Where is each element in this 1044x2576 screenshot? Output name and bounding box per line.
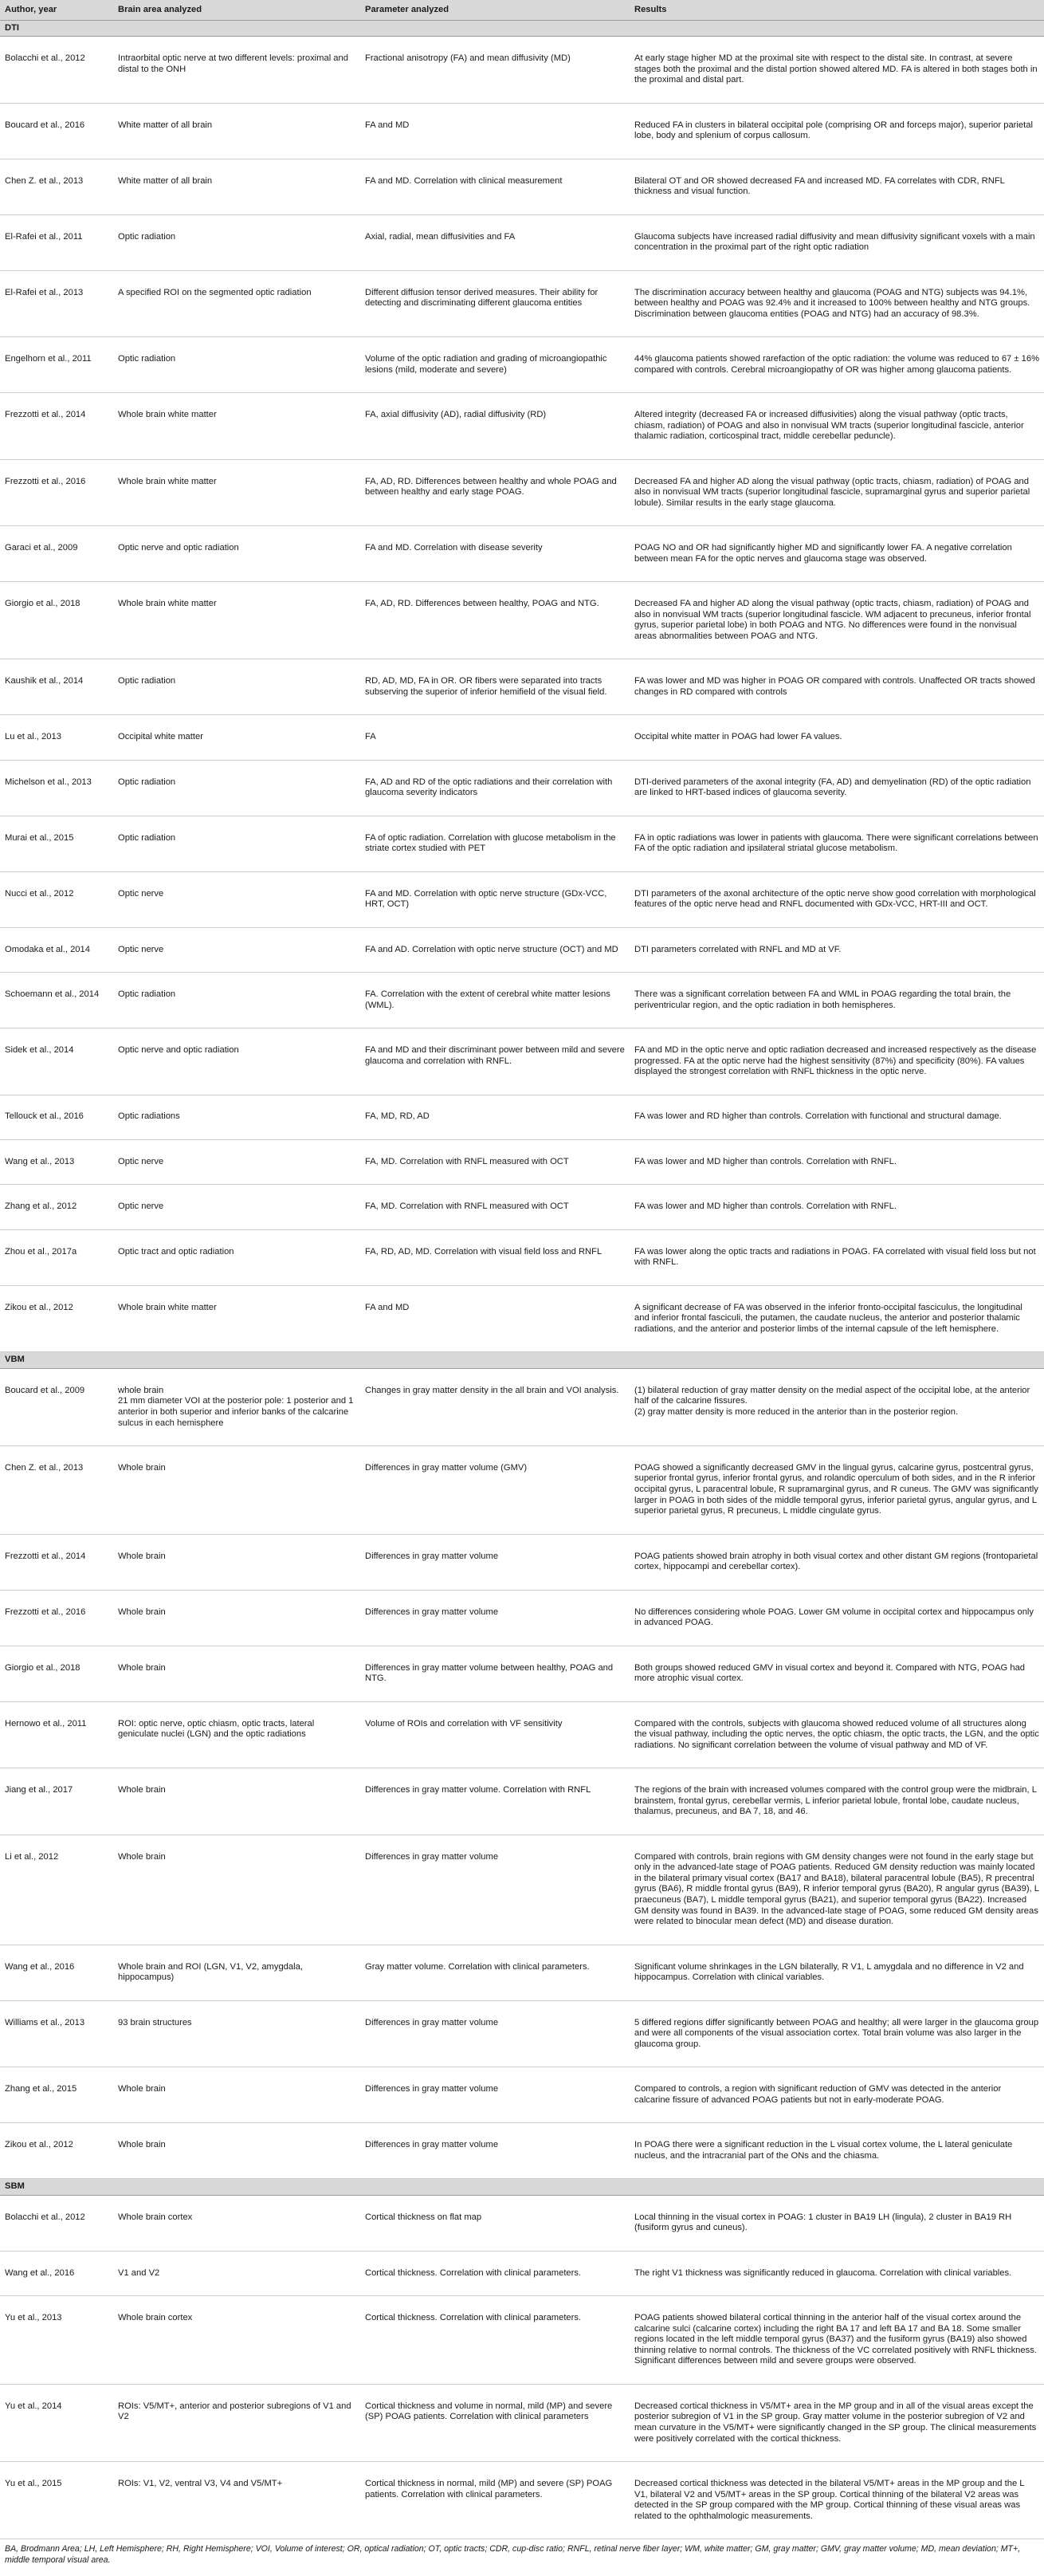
table-row xyxy=(0,2251,1044,2295)
table-row xyxy=(0,103,1044,159)
table-row xyxy=(0,459,1044,526)
cell-parameter: FA and AD. Correlation with optic nerve structure (OCT) and MD xyxy=(360,927,630,972)
table-row xyxy=(0,1701,1044,1768)
cell-brain-area: Optic radiation xyxy=(113,214,360,270)
cell-author-year: Lu et al., 2013 xyxy=(0,715,113,760)
cell-parameter: Differences in gray matter volume xyxy=(360,1835,630,1945)
cell-author-year: Sidek et al., 2014 xyxy=(0,1028,113,1095)
cell-brain-area: Optic radiation xyxy=(113,659,360,715)
cell-author-year: Schoemann et al., 2014 xyxy=(0,973,113,1028)
cell-brain-area: Whole brain white matter xyxy=(113,582,360,659)
table-row xyxy=(0,1446,1044,1535)
cell-brain-area: whole brain 21 mm diameter VOI at the posterior pole: 1 posterior and 1 anterior in both superior and inferior banks of the calcarine sulcus in each hemisphere xyxy=(113,1368,360,1445)
cell-brain-area: Optic radiation xyxy=(113,760,360,816)
cell-results: FA was lower and RD higher than controls. Correlation with functional and structural damage. xyxy=(630,1095,1044,1139)
cell-results: In POAG there were a significant reduction in the L visual cortex volume, the L lateral geniculate nucleus, and the intracranial part of the ONs and the chiasma. xyxy=(630,2123,1044,2179)
cell-results: Altered integrity (decreased FA or increased diffusivities) along the visual pathway (optic tracts, chiasm, radiation) of POAG and also in nonvisual WM tracts (superior longitudinal fascicle, anterior thalamic radiation, corticospinal tract, middle cerebellar peduncle). xyxy=(630,393,1044,460)
cell-brain-area: Optic nerve and optic radiation xyxy=(113,1028,360,1095)
cell-parameter: FA and MD. Correlation with disease severity xyxy=(360,526,630,582)
table-row xyxy=(0,337,1044,393)
cell-brain-area: ROIs: V1, V2, ventral V3, V4 and V5/MT+ xyxy=(113,2462,360,2539)
table-row xyxy=(0,582,1044,659)
cell-brain-area: Optic nerve xyxy=(113,1185,360,1229)
table-row xyxy=(0,2195,1044,2251)
cell-results: No differences considering whole POAG. Lower GM volume in occipital cortex and hippocampus only in advanced POAG. xyxy=(630,1590,1044,1646)
cell-parameter: Axial, radial, mean diffusivities and FA xyxy=(360,214,630,270)
cell-author-year: Michelson et al., 2013 xyxy=(0,760,113,816)
cell-brain-area: White matter of all brain xyxy=(113,103,360,159)
cell-results: FA was lower along the optic tracts and radiations in POAG. FA correlated with visual field loss but not with RNFL. xyxy=(630,1229,1044,1285)
cell-brain-area: Whole brain xyxy=(113,1646,360,1701)
cell-author-year: Bolacchi et al., 2012 xyxy=(0,37,113,104)
table-row xyxy=(0,2296,1044,2385)
table-row xyxy=(0,526,1044,582)
table-row xyxy=(0,2462,1044,2539)
cell-results: FA was lower and MD was higher in POAG OR compared with controls. Unaffected OR tracts showed changes in RD compared with controls xyxy=(630,659,1044,715)
cell-author-year: Murai et al., 2015 xyxy=(0,816,113,871)
cell-results: A significant decrease of FA was observed in the inferior fronto-occipital fasciculus, the longitudinal and inferior frontal fasciculi, the putamen, the caudate nucleus, the anterior and posterior thalamic radiations, and the anterior and posterior limbs of the internal capsule of the left hemisphere. xyxy=(630,1285,1044,1352)
table-row xyxy=(0,1590,1044,1646)
cell-author-year: Williams et al., 2013 xyxy=(0,2000,113,2067)
cell-author-year: Yu et al., 2015 xyxy=(0,2462,113,2539)
cell-results: Decreased cortical thickness was detected in the bilateral V5/MT+ areas in the MP group and the L V1, bilateral V2 and V5/MT+ areas in the SP group. Cortical thinning of the bilateral V2 areas was detected in the SP group compared with the MP group. Cortical thinning of these visual areas was related to the ophthalmologic measurements. xyxy=(630,2462,1044,2539)
cell-author-year: Omodaka et al., 2014 xyxy=(0,927,113,972)
cell-author-year: Zikou et al., 2012 xyxy=(0,1285,113,1352)
cell-parameter: Differences in gray matter volume between healthy, POAG and NTG. xyxy=(360,1646,630,1701)
cell-brain-area: Whole brain xyxy=(113,2067,360,2123)
cell-parameter: FA and MD xyxy=(360,1285,630,1352)
header-brain-area: Brain area analyzed xyxy=(113,0,360,20)
cell-parameter: Different diffusion tensor derived measures. Their ability for detecting and discriminating different glaucoma entities xyxy=(360,270,630,337)
cell-author-year: Tellouck et al., 2016 xyxy=(0,1095,113,1139)
cell-brain-area: ROI: optic nerve, optic chiasm, optic tracts, lateral geniculate nuclei (LGN) and the optic radiations xyxy=(113,1701,360,1768)
cell-author-year: Wang et al., 2016 xyxy=(0,2251,113,2295)
cell-brain-area: Whole brain xyxy=(113,2123,360,2179)
cell-results: There was a significant correlation between FA and WML in POAG regarding the total brain, the periventricular region, and the optic radiation in both hemispheres. xyxy=(630,973,1044,1028)
cell-author-year: Engelhorn et al., 2011 xyxy=(0,337,113,393)
cell-brain-area: Optic radiations xyxy=(113,1095,360,1139)
cell-brain-area: Whole brain cortex xyxy=(113,2296,360,2385)
table-row xyxy=(0,1028,1044,1095)
cell-brain-area: Occipital white matter xyxy=(113,715,360,760)
cell-brain-area: ROIs: V5/MT+, anterior and posterior subregions of V1 and V2 xyxy=(113,2384,360,2461)
cell-brain-area: White matter of all brain xyxy=(113,159,360,214)
cell-parameter: Cortical thickness. Correlation with clinical parameters. xyxy=(360,2251,630,2295)
table-row xyxy=(0,1835,1044,1945)
cell-author-year: Chen Z. et al., 2013 xyxy=(0,1446,113,1535)
cell-author-year: Li et al., 2012 xyxy=(0,1835,113,1945)
table-row xyxy=(0,1368,1044,1445)
cell-results: The discrimination accuracy between healthy and glaucoma (POAG and NTG) subjects was 94.1%, between healthy and POAG was 92.4% and it increased to 100% between healthy and NTG groups. Discrimination between glaucoma entities (POAG and NTG) had an accuracy of 98.3%. xyxy=(630,270,1044,337)
table-row xyxy=(0,270,1044,337)
cell-brain-area: Whole brain xyxy=(113,1534,360,1590)
cell-parameter: Differences in gray matter volume xyxy=(360,1590,630,1646)
table-row xyxy=(0,1945,1044,2000)
cell-parameter: Differences in gray matter volume xyxy=(360,2000,630,2067)
header-author-year: Author, year xyxy=(0,0,113,20)
cell-parameter: FA, RD, AD, MD. Correlation with visual field loss and RNFL xyxy=(360,1229,630,1285)
cell-author-year: Yu et al., 2013 xyxy=(0,2296,113,2385)
table-row xyxy=(0,1229,1044,1285)
cell-results: FA and MD in the optic nerve and optic radiation decreased and increased respectively as the disease progressed. FA at the optic nerve had the highest sensitivity (87%) and specificity (80%). FA values displayed the strongest correlation with RNFL thickness in the optic nerve. xyxy=(630,1028,1044,1095)
cell-parameter: FA, AD, RD. Differences between healthy, POAG and NTG. xyxy=(360,582,630,659)
cell-parameter: Differences in gray matter volume (GMV) xyxy=(360,1446,630,1535)
cell-results: POAG patients showed bilateral cortical thinning in the anterior half of the visual cortex around the calcarine sulci (calcarine cortex) including the right BA 17 and left BA 17 and BA 18. Some smaller regions located in the left middle temporal gyrus (BA37) and the fusiform gyrus (BA19) also showed thinning relative to normal controls. The thickness of the VC correlated positively with RNFL thickness. Significant differences between mild and severe groups were observed. xyxy=(630,2296,1044,2385)
cell-author-year: Nucci et al., 2012 xyxy=(0,871,113,927)
cell-results: DTI parameters correlated with RNFL and MD at VF. xyxy=(630,927,1044,972)
cell-parameter: Cortical thickness in normal, mild (MP) and severe (SP) POAG patients. Correlation with clinical parameters. xyxy=(360,2462,630,2539)
cell-parameter: Changes in gray matter density in the all brain and VOI analysis. xyxy=(360,1368,630,1445)
cell-brain-area: Optic nerve and optic radiation xyxy=(113,526,360,582)
cell-parameter: Gray matter volume. Correlation with clinical parameters. xyxy=(360,1945,630,2000)
cell-author-year: Kaushik et al., 2014 xyxy=(0,659,113,715)
section-title: DTI xyxy=(0,20,1044,37)
cell-author-year: Zhang et al., 2012 xyxy=(0,1185,113,1229)
cell-parameter: FA, AD and RD of the optic radiations and their correlation with glaucoma severity indicators xyxy=(360,760,630,816)
cell-brain-area: Whole brain xyxy=(113,1835,360,1945)
table-row xyxy=(0,37,1044,104)
cell-brain-area: Whole brain white matter xyxy=(113,1285,360,1352)
cell-author-year: El-Rafei et al., 2011 xyxy=(0,214,113,270)
table-row xyxy=(0,159,1044,214)
cell-brain-area: Whole brain and ROI (LGN, V1, V2, amygdala, hippocampus) xyxy=(113,1945,360,2000)
cell-author-year: Zhang et al., 2015 xyxy=(0,2067,113,2123)
cell-author-year: Giorgio et al., 2018 xyxy=(0,582,113,659)
cell-results: Decreased cortical thickness in V5/MT+ area in the MP group and in all of the visual areas except the posterior subregion of V1 in the SP group. Gray matter volume in the posterior subregion of V2 and mean curvature in the V5/MT+ were significantly changed in the SP group. The clinical measurements were positively correlated with the cortical thickness. xyxy=(630,2384,1044,2461)
cell-author-year: Frezzotti et al., 2016 xyxy=(0,1590,113,1646)
cell-results: 5 differed regions differ significantly between POAG and healthy; all were larger in the glaucoma group and were all components of the visual association cortex. Total brain volume was also larger in the glaucoma group. xyxy=(630,2000,1044,2067)
cell-parameter: Differences in gray matter volume xyxy=(360,2123,630,2179)
cell-brain-area: V1 and V2 xyxy=(113,2251,360,2295)
cell-brain-area: Whole brain xyxy=(113,1446,360,1535)
cell-parameter: FA and MD. Correlation with optic nerve structure (GDx-VCC, HRT, OCT) xyxy=(360,871,630,927)
cell-author-year: Garaci et al., 2009 xyxy=(0,526,113,582)
table-row xyxy=(0,1095,1044,1139)
cell-parameter: Volume of ROIs and correlation with VF sensitivity xyxy=(360,1701,630,1768)
table-footnote: BA, Brodmann Area; LH, Left Hemisphere; RH, Right Hemisphere; VOI, Volume of interest; OR, optical radiation; OT, optic tracts; CDR, cup-disc ratio; RNFL, retinal nerve fiber layer; WM, white matter; GM, gray matter; GMV, gray matter volume; MD, mean deviation; MT+, middle temporal visual area. xyxy=(5,2544,1021,2565)
cell-results: Compared to controls, a region with significant reduction of GMV was detected in the anterior calcarine fissure of advanced POAG patients but not in early-moderate POAG. xyxy=(630,2067,1044,2123)
cell-author-year: Giorgio et al., 2018 xyxy=(0,1646,113,1701)
table-row xyxy=(0,1139,1044,1184)
table-row xyxy=(0,760,1044,816)
table-body xyxy=(0,20,1044,2539)
cell-author-year: El-Rafei et al., 2013 xyxy=(0,270,113,337)
cell-results: DTI-derived parameters of the axonal integrity (FA, AD) and demyelination (RD) of the optic radiation are linked to HRT-based indices of glaucoma severity. xyxy=(630,760,1044,816)
cell-results: Glaucoma subjects have increased radial diffusivity and mean diffusivity significant voxels with a main concentration in the proximal part of the right optic radiation xyxy=(630,214,1044,270)
section-title: SBM xyxy=(0,2179,1044,2196)
cell-brain-area: Optic radiation xyxy=(113,337,360,393)
cell-results: (1) bilateral reduction of gray matter density on the medial aspect of the occipital lobe, at the anterior half of the calcarine fissures. (2) gray matter density is more reduced in the anterior than in the posterior region. xyxy=(630,1368,1044,1445)
cell-results: Decreased FA and higher AD along the visual pathway (optic tracts, chiasm, radiation) of POAG and also in nonvisual WM tracts (superior longitudinal fascicle. WM adjacent to precuneus, inferior frontal gyrus, superior parietal lobe) in both POAG and NTG. No differences were found in the nonvisual areas abnormalities between POAG and NTG. xyxy=(630,582,1044,659)
cell-author-year: Jiang et al., 2017 xyxy=(0,1768,113,1835)
table-row xyxy=(0,1285,1044,1352)
cell-results: Significant volume shrinkages in the LGN bilaterally, R V1, L amygdala and no difference in V2 and hippocampus. Correlation with clinical variables. xyxy=(630,1945,1044,2000)
table-row xyxy=(0,871,1044,927)
cell-brain-area: Optic nerve xyxy=(113,1139,360,1184)
cell-results: Bilateral OT and OR showed decreased FA and increased MD. FA correlates with CDR, RNFL thickness and visual function. xyxy=(630,159,1044,214)
cell-parameter: RD, AD, MD, FA in OR. OR fibers were separated into tracts subserving the superior of inferior hemifield of the visual field. xyxy=(360,659,630,715)
table-row xyxy=(0,816,1044,871)
table-row xyxy=(0,2067,1044,2123)
cell-brain-area: Whole brain cortex xyxy=(113,2195,360,2251)
cell-author-year: Zhou et al., 2017a xyxy=(0,1229,113,1285)
table-row xyxy=(0,2000,1044,2067)
cell-brain-area: Intraorbital optic nerve at two different levels: proximal and distal to the ONH xyxy=(113,37,360,104)
section-header-row xyxy=(0,2179,1044,2196)
cell-parameter: Fractional anisotropy (FA) and mean diffusivity (MD) xyxy=(360,37,630,104)
cell-parameter: FA xyxy=(360,715,630,760)
section-title: VBM xyxy=(0,1352,1044,1369)
cell-results: Decreased FA and higher AD along the visual pathway (optic tracts, chiasm, radiation) of POAG and also in nonvisual WM tracts (superior longitudinal fascicle, supramarginal gyrus and superior parietal lobule). Similar results in the early stage glaucoma. xyxy=(630,459,1044,526)
cell-brain-area: Whole brain xyxy=(113,1590,360,1646)
cell-parameter: FA, MD. Correlation with RNFL measured with OCT xyxy=(360,1139,630,1184)
cell-results: Both groups showed reduced GMV in visual cortex and beyond it. Compared with NTG, POAG had more atrophic visual cortex. xyxy=(630,1646,1044,1701)
cell-author-year: Frezzotti et al., 2014 xyxy=(0,393,113,460)
cell-parameter: FA of optic radiation. Correlation with glucose metabolism in the striate cortex studied with PET xyxy=(360,816,630,871)
cell-parameter: Differences in gray matter volume. Correlation with RNFL xyxy=(360,1768,630,1835)
cell-author-year: Chen Z. et al., 2013 xyxy=(0,159,113,214)
cell-results: Local thinning in the visual cortex in POAG: 1 cluster in BA19 LH (lingula), 2 cluster in BA19 RH (fusiform gyrus and cuneus). xyxy=(630,2195,1044,2251)
cell-parameter: FA and MD and their discriminant power between mild and severe glaucoma and correlation with RNFL. xyxy=(360,1028,630,1095)
table-row xyxy=(0,1768,1044,1835)
cell-parameter: FA and MD. Correlation with clinical measurement xyxy=(360,159,630,214)
cell-brain-area: A specified ROI on the segmented optic radiation xyxy=(113,270,360,337)
cell-author-year: Frezzotti et al., 2014 xyxy=(0,1534,113,1590)
cell-parameter: Cortical thickness and volume in normal, mild (MP) and severe (SP) POAG patients. Correlation with clinical parameters xyxy=(360,2384,630,2461)
cell-parameter: Differences in gray matter volume xyxy=(360,2067,630,2123)
cell-brain-area: 93 brain structures xyxy=(113,2000,360,2067)
cell-brain-area: Optic radiation xyxy=(113,973,360,1028)
cell-results: Compared with the controls, subjects with glaucoma showed reduced volume of all structures along the visual pathway, including the optic nerves, the optic chiasm, the optic tracts, the LGN, and the optic radiations. No significant correlation between the volume of visual pathway and MD of VF. xyxy=(630,1701,1044,1768)
cell-results: DTI parameters of the axonal architecture of the optic nerve show good correlation with morphological features of the optic nerve head and RNFL documented with GDx-VCC, HRT-III and OCT. xyxy=(630,871,1044,927)
cell-brain-area: Optic nerve xyxy=(113,871,360,927)
cell-brain-area: Optic tract and optic radiation xyxy=(113,1229,360,1285)
cell-brain-area: Optic nerve xyxy=(113,927,360,972)
cell-author-year: Zikou et al., 2012 xyxy=(0,2123,113,2179)
cell-brain-area: Whole brain white matter xyxy=(113,393,360,460)
cell-brain-area: Optic radiation xyxy=(113,816,360,871)
cell-results: FA in optic radiations was lower in patients with glaucoma. There were significant correlations between FA of the optic radiation and ipsilateral striatal glucose metabolism. xyxy=(630,816,1044,871)
cell-results: POAG showed a significantly decreased GMV in the lingual gyrus, calcarine gyrus, postcentral gyrus, superior frontal gyrus, inferior frontal gyrus, and rolandic operculum of both sides, and in the R inferior occipital gyrus, L paracentral lobule, R supramarginal gyrus, and R cuneus. The GMV was significantly larger in POAG in both sides of the middle temporal gyrus, inferior parietal gyrus, angular gyrus, and L superior parietal gyrus, R precuneus, L middle cingulate gyrus. xyxy=(630,1446,1044,1535)
section-header-row xyxy=(0,20,1044,37)
cell-parameter: FA, axial diffusivity (AD), radial diffusivity (RD) xyxy=(360,393,630,460)
cell-results: At early stage higher MD at the proximal site with respect to the distal site. In contrast, at severe stages both the proximal and the distal portion showed altered MD. FA is altered in both stages both in the proximal and distal part. xyxy=(630,37,1044,104)
cell-author-year: Frezzotti et al., 2016 xyxy=(0,459,113,526)
cell-author-year: Hernowo et al., 2011 xyxy=(0,1701,113,1768)
cell-results: FA was lower and MD higher than controls. Correlation with RNFL. xyxy=(630,1139,1044,1184)
cell-results: 44% glaucoma patients showed rarefaction of the optic radiation: the volume was reduced to 67 ± 16% compared with controls. Cerebral microangiopathy of OR was higher among glaucoma patients. xyxy=(630,337,1044,393)
cell-results: POAG patients showed brain atrophy in both visual cortex and other distant GM regions (frontoparietal cortex, hippocampi and cerebellar cortex). xyxy=(630,1534,1044,1590)
section-header-row xyxy=(0,1352,1044,1369)
cell-results: Occipital white matter in POAG had lower FA values. xyxy=(630,715,1044,760)
table-row xyxy=(0,1646,1044,1701)
table-row xyxy=(0,927,1044,972)
cell-author-year: Wang et al., 2016 xyxy=(0,1945,113,2000)
cell-author-year: Boucard et al., 2009 xyxy=(0,1368,113,1445)
table-row xyxy=(0,214,1044,270)
table-row xyxy=(0,973,1044,1028)
cell-brain-area: Whole brain white matter xyxy=(113,459,360,526)
table-row xyxy=(0,2384,1044,2461)
table-row xyxy=(0,1185,1044,1229)
cell-parameter: FA and MD xyxy=(360,103,630,159)
cell-parameter: FA, MD. Correlation with RNFL measured with OCT xyxy=(360,1185,630,1229)
cell-parameter: FA, AD, RD. Differences between healthy and whole POAG and between healthy and early stage POAG. xyxy=(360,459,630,526)
header-row xyxy=(0,0,1044,20)
cell-parameter: FA. Correlation with the extent of cerebral white matter lesions (WML). xyxy=(360,973,630,1028)
cell-results: Reduced FA in clusters in bilateral occipital pole (comprising OR and forceps major), superior parietal lobe, body and splenium of corpus callosum. xyxy=(630,103,1044,159)
cell-author-year: Bolacchi et al., 2012 xyxy=(0,2195,113,2251)
table-row xyxy=(0,2123,1044,2179)
cell-results: POAG NO and OR had significantly higher MD and significantly lower FA. A negative correlation between mean FA for the optic nerves and glaucoma stage was observed. xyxy=(630,526,1044,582)
table-row xyxy=(0,1534,1044,1590)
cell-parameter: FA, MD, RD, AD xyxy=(360,1095,630,1139)
cell-parameter: Cortical thickness on flat map xyxy=(360,2195,630,2251)
table-row xyxy=(0,393,1044,460)
cell-results: The right V1 thickness was significantly reduced in glaucoma. Correlation with clinical variables. xyxy=(630,2251,1044,2295)
cell-parameter: Cortical thickness. Correlation with clinical parameters. xyxy=(360,2296,630,2385)
table-row xyxy=(0,715,1044,760)
cell-author-year: Wang et al., 2013 xyxy=(0,1139,113,1184)
header-results: Results xyxy=(630,0,1044,20)
cell-author-year: Yu et al., 2014 xyxy=(0,2384,113,2461)
cell-author-year: Boucard et al., 2016 xyxy=(0,103,113,159)
cell-results: Compared with controls, brain regions with GM density changes were not found in the early stage but only in the advanced-late stage of POAG patients. Reduced GM density reduction was mainly located in the bilateral primary visual cortex (BA17 and BA18), bilateral paracentral lobule (BA5), R precentral gyrus (BA6), R middle frontal gyrus (BA9), R inferior temporal gyrus (BA20), R angular gyrus (BA39), L praecuneus (BA7), L middle temporal gyrus (BA21), and superior temporal gyrus (BA22). Increased GM density was found in BA39. In the advanced-late stage of POAG, some reduced GM density areas were related to binocular mean defect (MD) and disease duration. xyxy=(630,1835,1044,1945)
cell-results: The regions of the brain with increased volumes compared with the control group were the midbrain, L brainstem, frontal gyrus, cerebellar vermis, L inferior parietal lobule, frontal lobe, caudate nucleus, thalamus, precuneus, and BA 7, 18, and 46. xyxy=(630,1768,1044,1835)
cell-results: FA was lower and MD higher than controls. Correlation with RNFL. xyxy=(630,1185,1044,1229)
table-header xyxy=(0,0,1044,20)
cell-parameter: Differences in gray matter volume xyxy=(360,1534,630,1590)
table-row xyxy=(0,659,1044,715)
cell-parameter: Volume of the optic radiation and grading of microangiopathic lesions (mild, moderate and severe) xyxy=(360,337,630,393)
header-parameter: Parameter analyzed xyxy=(360,0,630,20)
cell-brain-area: Whole brain xyxy=(113,1768,360,1835)
